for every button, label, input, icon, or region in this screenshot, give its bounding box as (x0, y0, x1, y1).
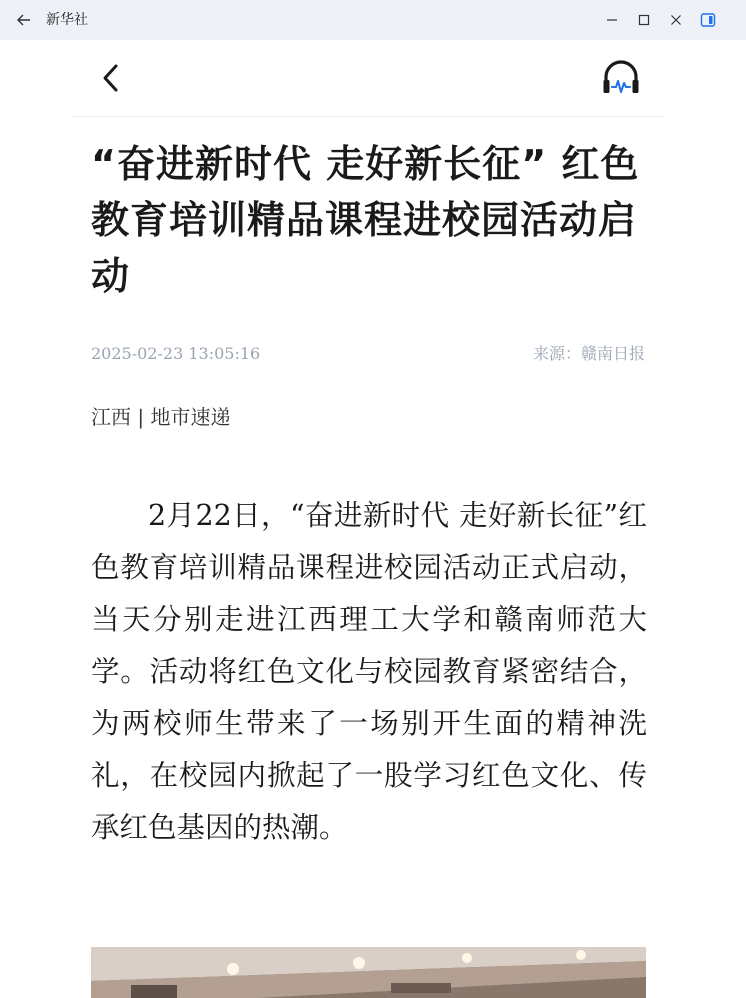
article-body-paragraph: 2月22日，“奋进新时代 走好新长征”红色教育培训精品课程进校园活动正式启动，当天分别走进江西理工大学和赣南师范大学。活动将红色文化与校园教育紧密结合，为两校师生带来了一场别开生面的精神洗礼，在校园内掀起了一股学习红色文化、传承红色基因的热潮。 (91, 499, 647, 844)
minimize-icon (606, 14, 618, 26)
maximize-icon (638, 14, 650, 26)
listen-button[interactable] (598, 54, 644, 100)
window-back-button[interactable] (12, 8, 36, 32)
headphones-icon (601, 58, 641, 96)
ceiling-lights-image (91, 947, 646, 998)
sidebar-toggle-button[interactable] (694, 6, 722, 34)
article-title: “奋进新时代 走好新长征” 红色教育培训精品课程进校园活动启动 (91, 142, 640, 298)
article-photo[interactable] (91, 947, 646, 998)
close-button[interactable] (662, 6, 690, 34)
article-navbar (72, 40, 664, 117)
minimize-button[interactable] (598, 6, 626, 34)
window-titlebar (0, 0, 746, 40)
back-button[interactable] (94, 58, 128, 98)
chevron-left-icon (101, 63, 121, 93)
arrow-left-icon (16, 12, 32, 28)
article-source: 来源：赣南日报 (532, 344, 645, 363)
publish-date: 2025-02-23 13:05:16 (91, 344, 261, 363)
window-title: 新华社 (46, 12, 88, 28)
article-page (0, 40, 746, 998)
maximize-button[interactable] (630, 6, 658, 34)
close-icon (670, 14, 682, 26)
sidebar-toggle-icon (700, 12, 716, 28)
article-column-tag[interactable]: 江西 | 地市速递 (91, 405, 231, 429)
